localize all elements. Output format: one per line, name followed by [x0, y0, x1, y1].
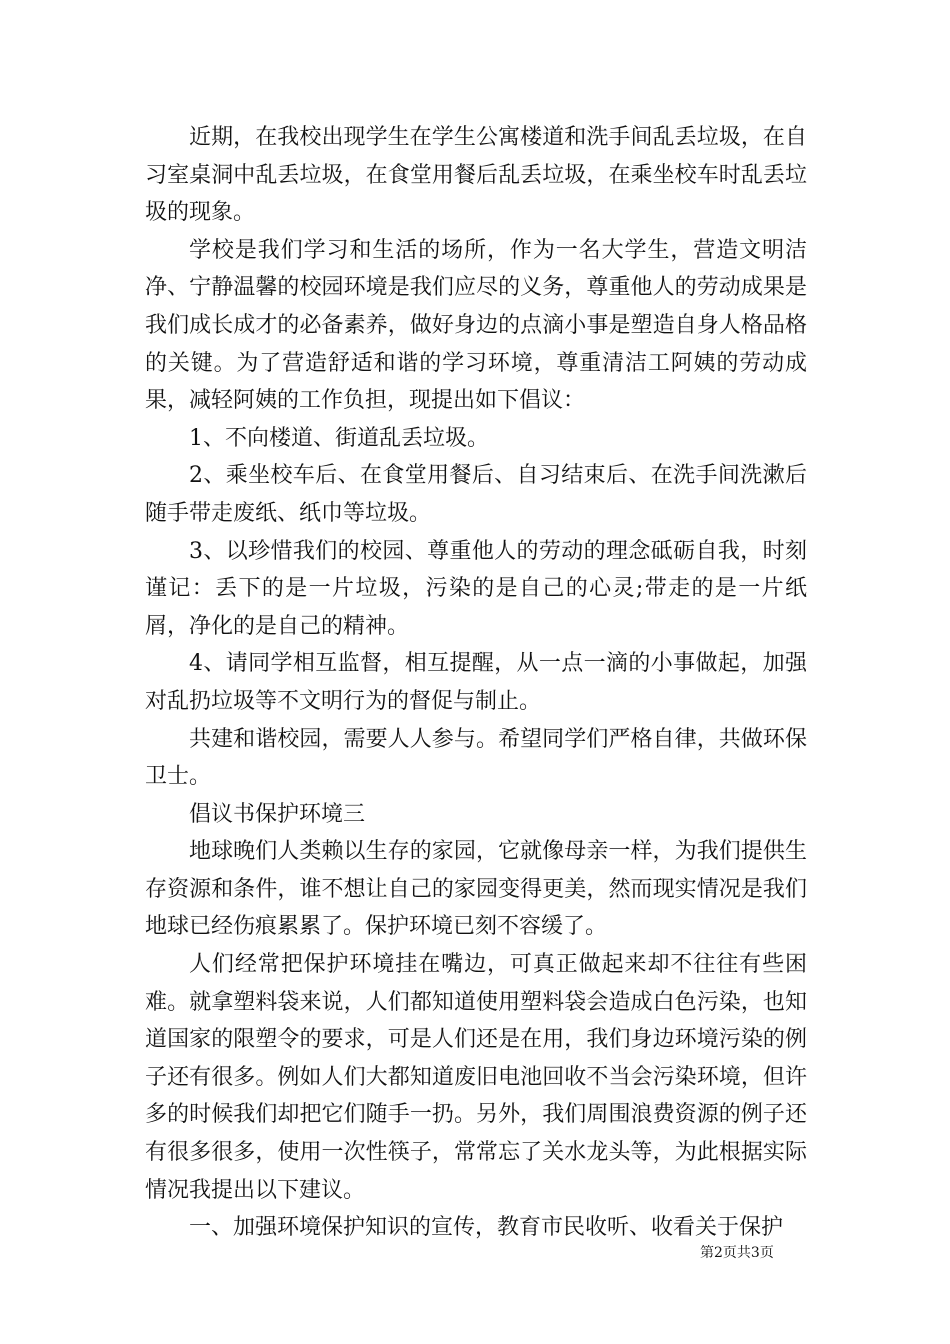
- paragraph-item-1: 1、不向楼道、街道乱丢垃圾。: [189, 425, 489, 451]
- paragraph-item-2: 2、乘坐校车后、在食堂用餐后、自习结束后、在洗手间洗漱后随手带走废纸、纸巾等垃圾。: [145, 463, 807, 526]
- paragraph-school: 学校是我们学习和生活的场所，作为一名大学生，营造文明洁净、宁静温馨的校园环境是我们应尽的义务，尊重他人的劳动成果是我们成长成才的必备素养，做好身边的点滴小事是塑造自身人格品格的关键。为了营造舒适和谐的学习环境，尊重清洁工阿姨的劳动成果，减轻阿姨的工作负担，现提出如下倡议：: [145, 237, 807, 414]
- paragraph-plastic: 人们经常把保护环境挂在嘴边，可真正做起来却不往往有些困难。就拿塑料袋来说，人们都知道使用塑料袋会造成白色污染，也知道国家的限塑令的要求，可是人们还是在用，我们身边环境污染的例子还有很多。例如人们大都知道废旧电池回收不当会污染环境，但许多的时候我们却把它们随手一扔。另外，我们周围浪费资源的例子还有很多很多，使用一次性筷子，常常忘了关水龙头等，为此根据实际情况我提出以下建议。: [145, 952, 807, 1203]
- paragraph-conclusion: 共建和谐校园，需要人人参与。希望同学们严格自律，共做环保卫士。: [145, 726, 807, 790]
- paragraph-item-3: 3、以珍惜我们的校园、尊重他人的劳动的理念砥砺自我，时刻谨记：丢下的是一片垃圾，污染的是自己的心灵;带走的是一片纸屑，净化的是自己的精神。: [145, 538, 807, 639]
- page-number: 第2页共3页: [700, 1245, 774, 1261]
- section-heading: 倡议书保护环境三: [189, 801, 366, 827]
- paragraph-earth: 地球晚们人类赖以生存的家园，它就像母亲一样，为我们提供生存资源和条件，谁不想让自己的家园变得更美，然而现实情况是我们地球已经伤痕累累了。保护环境已刻不容缓了。: [145, 839, 807, 940]
- paragraph-intro: 近期，在我校出现学生在学生公寓楼道和洗手间乱丢垃圾，在自习室桌洞中乱丢垃圾，在食堂用餐后乱丢垃圾，在乘坐校车时乱丢垃圾的现象。: [145, 125, 807, 226]
- paragraph-suggestion-1: 一、加强环境保护知识的宣传，教育市民收听、收看关于保护: [189, 1215, 784, 1241]
- document-body: [145, 119, 807, 1247]
- paragraph-item-4: 4、请同学相互监督，相互提醒，从一点一滴的小事做起，加强对乱扔垃圾等不文明行为的督促与制止。: [145, 651, 807, 714]
